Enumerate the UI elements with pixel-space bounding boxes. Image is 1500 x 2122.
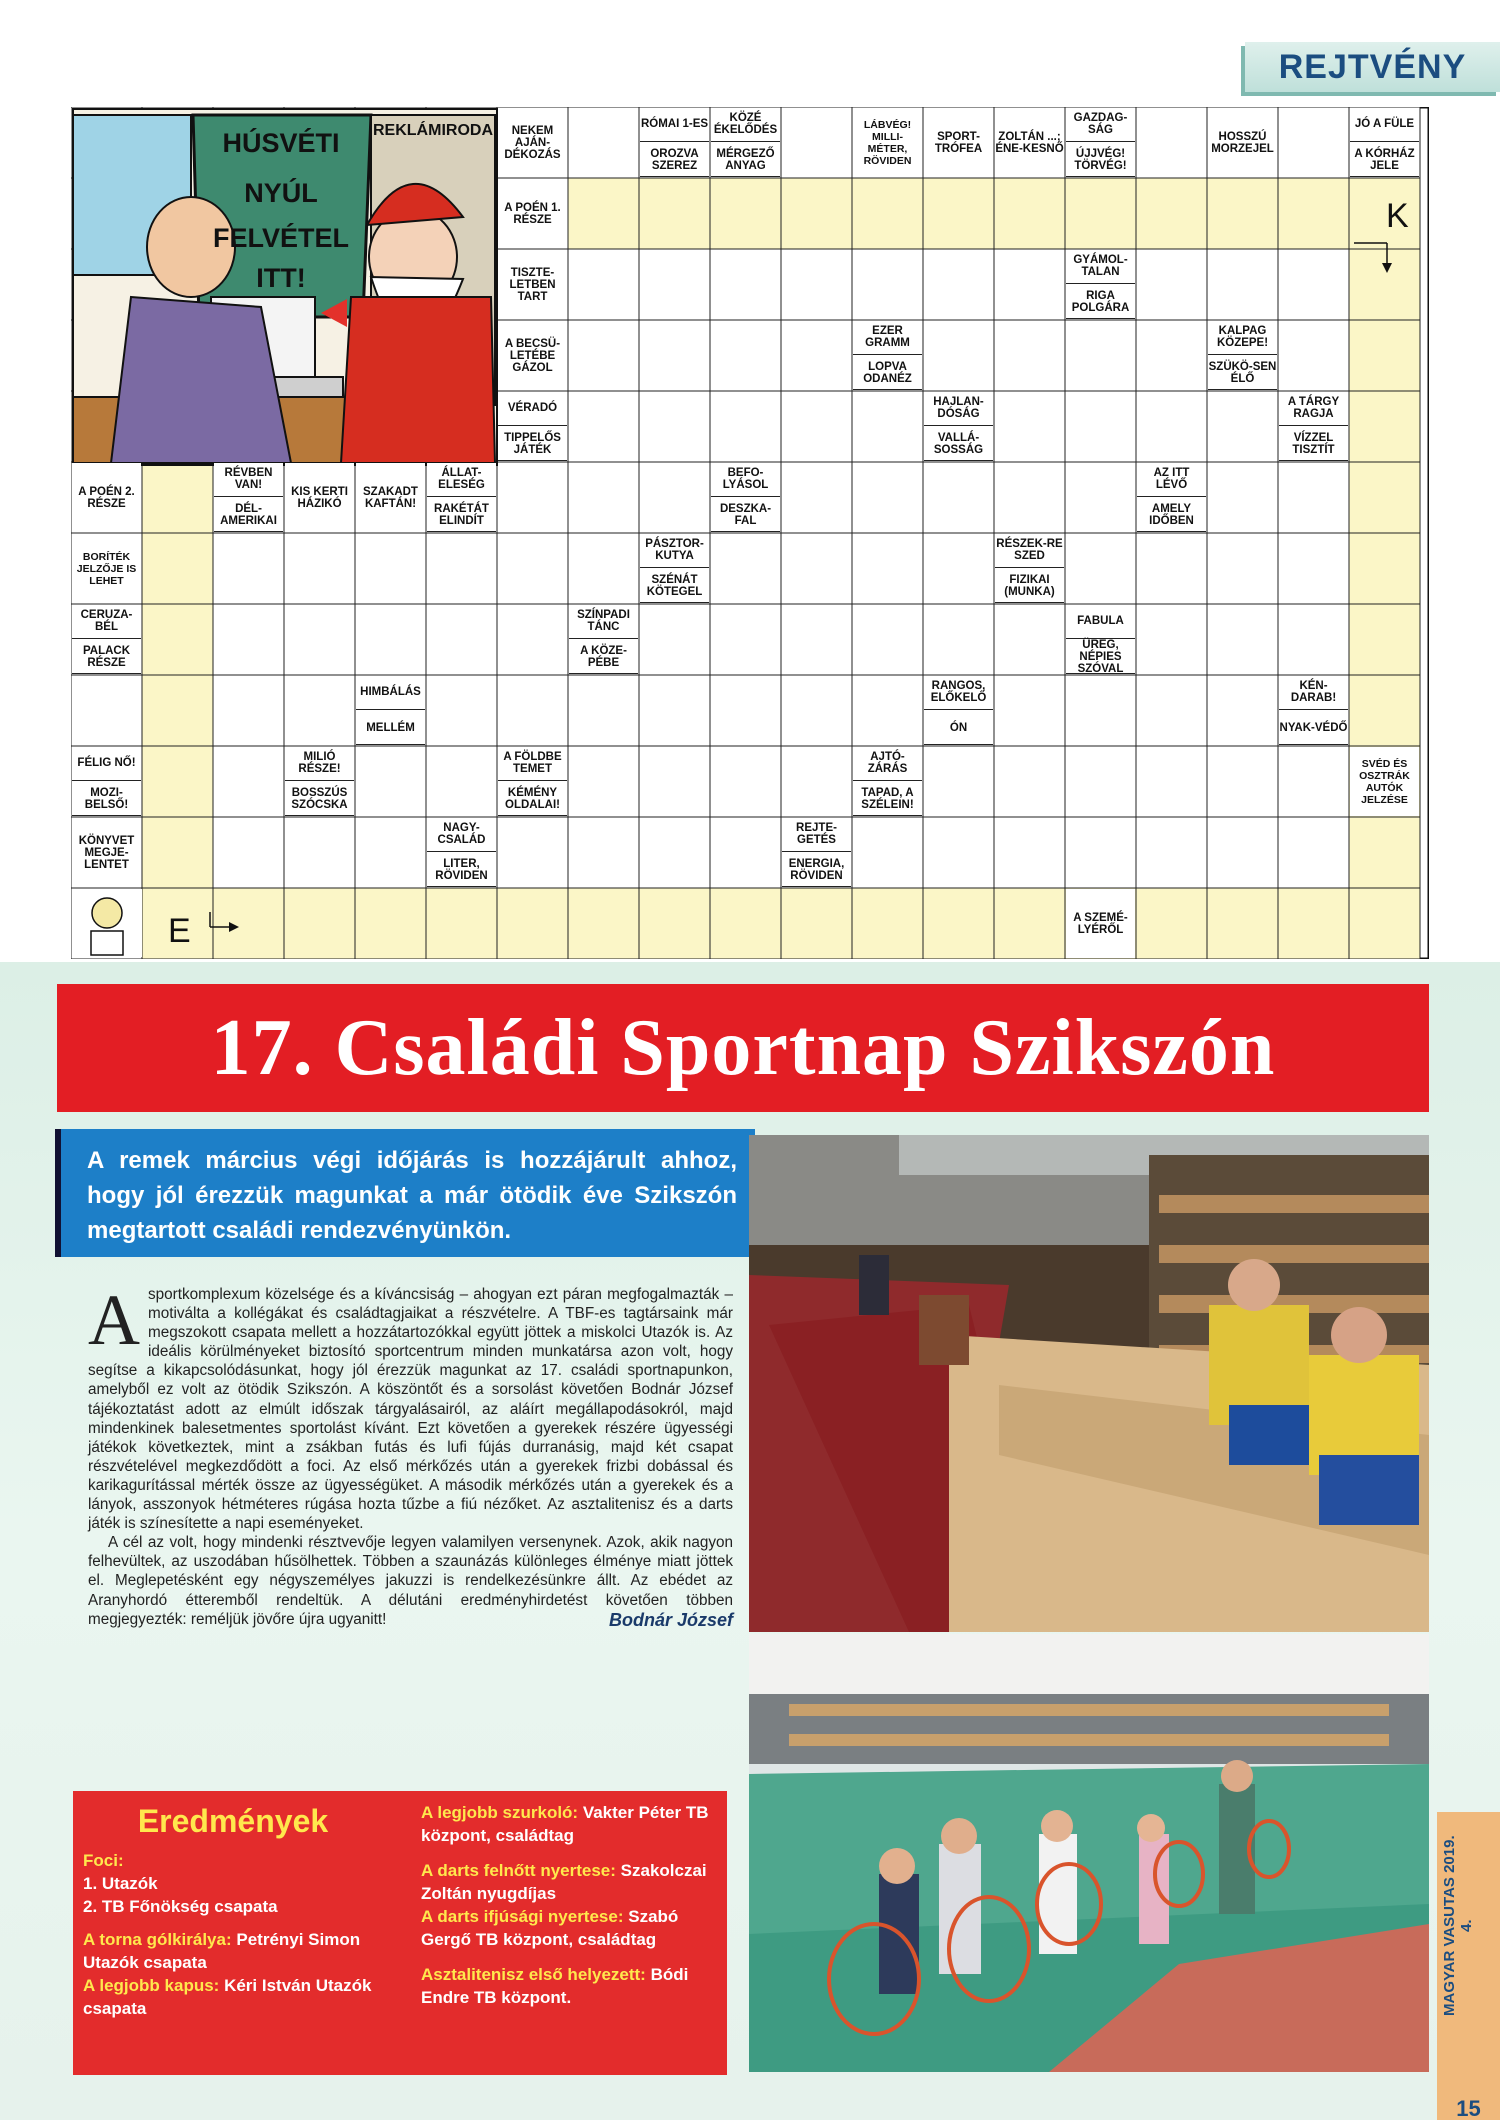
crossword-cell [639,320,710,391]
crossword-cell [568,817,639,888]
crossword-cell [852,391,923,462]
crossword-clue: MELLÉM [356,712,425,746]
crossword-cell [142,533,213,604]
crossword-cell [1136,888,1207,959]
crossword-grid [71,107,1429,959]
photo-spectators [749,1135,1429,1632]
crossword-cell [1065,178,1136,249]
crossword-cell [1349,604,1420,675]
crossword-cell [213,533,284,604]
crossword-cell [781,391,852,462]
crossword-cell [923,533,994,604]
crossword-cell [781,533,852,604]
crossword-cell [142,675,213,746]
crossword-clue: NAGY-CSALÁD [427,818,496,852]
crossword-cell [1278,107,1349,178]
crossword-cell [284,533,355,604]
crossword-cell [1278,533,1349,604]
crossword-cell [568,462,639,533]
crossword-clue: AMELY IDŐBEN [1137,499,1206,533]
crossword-clue: EZER GRAMM [853,321,922,355]
crossword-cell [1065,462,1136,533]
crossword-cell [284,817,355,888]
crossword-clue: RÉVBEN VAN! [214,463,283,497]
crossword-clue: SZAKADT KAFTÁN! [356,463,425,532]
crossword-clue: JÓ A FÜLE [1350,108,1419,142]
crossword-cell [1207,462,1278,533]
crossword-cell [923,178,994,249]
crossword-cell [497,888,568,959]
cartoon-illustration [73,109,497,465]
results-szurkolo-label: A legjobb szurkoló: [421,1803,579,1822]
crossword-cell [213,604,284,675]
crossword-clue: TAPAD, A SZÉLEIN! [853,783,922,817]
crossword-clue: MÉRGEZŐ ANYAG [711,144,780,178]
crossword-cell [994,746,1065,817]
crossword-cell [1207,604,1278,675]
crossword-cell [781,675,852,746]
crossword-cell [213,675,284,746]
crossword-cell [639,746,710,817]
crossword-clue: VÉRADÓ [498,392,567,426]
crossword-clue: A KÓRHÁZ JELE [1350,144,1419,178]
svg-text:ITT!: ITT! [256,263,306,293]
crossword-clue: GYÁMOL-TALAN [1066,250,1135,284]
crossword-cell [1065,675,1136,746]
crossword-cell [1349,675,1420,746]
magazine-side-label: MAGYAR VASUTAS 2019. 4. [1441,1835,1475,2017]
crossword-cell [639,462,710,533]
crossword-clue: SZÉNÁT KÖTEGEL [640,570,709,604]
photo-children-hoops [749,1634,1429,2072]
crossword-cell [1207,178,1278,249]
crossword-cell [1278,462,1349,533]
crossword-cell [639,249,710,320]
crossword-cell [994,178,1065,249]
crossword-clue: BORÍTÉK JELZŐJE IS LEHET [72,534,141,603]
crossword-cell [355,746,426,817]
crossword-clue: A KÖZE-PÉBE [569,641,638,675]
crossword-cell [994,462,1065,533]
artist-logo [73,889,142,957]
crossword-cell [568,320,639,391]
crossword-cell [639,675,710,746]
crossword-clue: A TÁRGY RAGJA [1279,392,1348,426]
crossword-cell [781,320,852,391]
crossword-cell [426,675,497,746]
page-number: 15 [1456,2096,1481,2121]
crossword-cell [994,604,1065,675]
crossword-cell [1065,817,1136,888]
results-szurkolo: Vakter Péter TB központ, családtag [421,1803,709,1845]
crossword-cell [639,817,710,888]
crossword-cell [1136,746,1207,817]
crossword-clue: SVÉD ÉS OSZTRÁK AUTÓK JELZÉSE [1350,747,1419,816]
crossword-cell [568,107,639,178]
crossword-clue: SZÜKÖ-SEN ÉLŐ [1208,357,1277,391]
crossword-cell [1136,320,1207,391]
crossword-cell [355,533,426,604]
results-title: Eredmények [137,1803,329,1839]
results-golkiraly: Petrényi Simon Utazók csapata [83,1930,361,1972]
crossword-cell [1278,249,1349,320]
crossword-clue: HAJLAN-DÓSÁG [924,392,993,426]
crossword-cell [852,675,923,746]
crossword-clue: SZÍNPADI TÁNC [569,605,638,639]
crossword-cell [568,675,639,746]
crossword-cell [213,746,284,817]
crossword-clue: GAZDAG-SÁG [1066,108,1135,142]
crossword-clue: FABULA [1066,605,1135,639]
crossword-cell [781,888,852,959]
crossword-cell [1065,746,1136,817]
crossword-clue: OROZVA SZEREZ [640,144,709,178]
crossword-cell [568,178,639,249]
crossword-cell [1349,462,1420,533]
crossword-clue: RAKÉTÁT ELINDÍT [427,499,496,533]
crossword-cell [1207,746,1278,817]
crossword-cell [142,462,213,533]
crossword-clue: AJTÓ-ZÁRÁS [853,747,922,781]
crossword-cell [994,675,1065,746]
crossword-cell [568,533,639,604]
results-kapus-label: A legjobb kapus: [83,1976,220,1995]
crossword-cell [994,888,1065,959]
crossword-cell [1349,391,1420,462]
crossword-cell [1207,817,1278,888]
crossword-clue: MOZI-BELSŐ! [72,783,141,817]
crossword-cell [497,817,568,888]
crossword-clue: HIMBÁLÁS [356,676,425,710]
crossword-cell [710,888,781,959]
crossword-cell [852,249,923,320]
results-foci-label: Foci: [83,1851,124,1870]
crossword-cell [1278,178,1349,249]
crossword-cell [1136,604,1207,675]
crossword-clue: AZ ITT LÉVŐ [1137,463,1206,497]
crossword-cell [852,817,923,888]
crossword-clue: BEFO-LYÁSOL [711,463,780,497]
crossword-cell [497,533,568,604]
results-foci-1: 1. Utazók [83,1874,158,1893]
crossword-clue: RANGOS, ELŐKELŐ [924,676,993,710]
crossword-cell [355,817,426,888]
crossword-cell [1136,391,1207,462]
crossword-cell [497,462,568,533]
crossword-cell [852,888,923,959]
crossword-cell [355,604,426,675]
crossword-clue: NEKEM AJÁN-DÉKOZÁS [498,108,567,177]
crossword-cell [1349,178,1420,249]
crossword-clue: RÓMAI 1-ES [640,108,709,142]
crossword-clue: KÉN-DARAB! [1279,676,1348,710]
crossword-cell [781,746,852,817]
crossword-cell [284,604,355,675]
crossword-clue: DESZKA-FAL [711,499,780,533]
crossword-cell [923,888,994,959]
crossword-cell [142,746,213,817]
crossword-cell [1349,320,1420,391]
crossword-clue: VÍZZEL TISZTÍT [1279,428,1348,462]
crossword-clue: SPORT-TRÓFEA [924,108,993,177]
crossword-cell [1136,817,1207,888]
results-darts-youth: Szabó Gergő TB központ, családtag [421,1907,679,1949]
crossword-cell [1136,675,1207,746]
crossword-clue: ÓN [924,712,993,746]
crossword-cell [1207,533,1278,604]
crossword-clue: TIPPELŐS JÁTÉK [498,428,567,462]
crossword-cell [1278,320,1349,391]
crossword-cell [639,604,710,675]
crossword-clue: ZOLTÁN ...; ÉNE-KESNŐ [995,108,1064,177]
crossword-cell [852,604,923,675]
crossword-cell [852,533,923,604]
crossword-cell [781,178,852,249]
article-body [88,1280,733,1631]
crossword-cell [710,817,781,888]
crossword-cell [1207,888,1278,959]
drop-cap: A [88,1280,140,1360]
crossword-clue: ÚJJVÉG! TÖRVÉG! [1066,144,1135,178]
crossword-cell [1349,249,1420,320]
crossword-clue: RÉSZEK-RE SZED [995,534,1064,568]
crossword-clue: A BECSÜ-LETÉBE GÁZOL [498,321,567,390]
article-paragraph-1: sportkomplexum közelsége és a kíváncsiság – ahogyan ezt páran megfogalmazták – motiválta a kollégákat és családtagjaikat a részvételre. A TBF-es tagtársaink már megszokott csapata mellett a hozzátartozókkal együtt jöttek a miskolci Utazók is. Az ideális körülményeket biztosító sportcentrum minden munkatársa azon volt, hogy segítse a kikapcsolódásunkat, hogy jól érezzük magunkat az 17. családi sportnapunkon, amelyből ez volt az ötödik Szikszón. A köszöntőt és a sorsolást követően Bodnár József tájékoztatást adott az elmúlt időszak tárgyalásairól, az aláírt megállapodásokról, majd mindenkinek balesetmentes sportolást kívánt. Ezt követően a gyerekek részére ügyességi játékok következtek, mint a zsákban futás és lufi fújás durranásig, majd két csapat részvételével megkezdődött a foci. Az első mérkőzés után a gyerekek frizbi dobással és karikagurítással mérték össze az ügyességüket. A második mérkőzés után a gyerekek és a lányok, asszonyok hétméteres rúgása hozta tűzbe a fiú nézőket. Az asztalitenisz és a darts játék is színesítette a napi eseményeket. [88,1286,733,1533]
crossword-cell [781,604,852,675]
crossword-cell [923,462,994,533]
crossword-clue: HOSSZÚ MORZEJEL [1208,108,1277,177]
results-darts-adult: Szakolczai Zoltán nyugdíjas [421,1861,707,1903]
results-box [73,1791,727,2075]
crossword-cell [994,320,1065,391]
crossword-cell [923,320,994,391]
crossword-cell [710,249,781,320]
article-title: 17. Családi Sportnap Szikszón [210,1004,1276,1092]
letter-e: E [168,912,191,950]
results-table-tennis-label: Asztalitenisz első helyezett: [421,1965,646,1984]
crossword-clue: DÉL-AMERIKAI [214,499,283,533]
crossword-clue: REJTE-GETÉS [782,818,851,852]
crossword-cell [710,391,781,462]
crossword-cell [994,391,1065,462]
crossword-clue: KÖNYVET MEGJE-LENTET [72,818,141,887]
crossword-cell [142,604,213,675]
article-paragraph-2: A cél az volt, hogy mindenki résztvevője legyen valamilyen versenynek. Azok, akik nagyon felhevültek, az uszodában hűsölhettek. Többen a szaunázás különleges élménye miatt jöttek el. Meglepetésként egy négyszemélyes jakuzzi is rendelkezésünkre állt. Az ebédet az Aranyhordó étteremből rendeltük. A délutáni eredményhirdetést követően többen megjegyezték: reméljük jövőre újra ugyanitt! [88,1534,733,1628]
crossword-clue: ÁLLAT-ELESÉG [427,463,496,497]
crossword-cell [568,888,639,959]
section-tag: REJTVÉNY [1245,42,1500,92]
crossword-cell [568,746,639,817]
crossword-cell [71,675,142,746]
crossword-cell [710,604,781,675]
crossword-cell [994,817,1065,888]
crossword-cell [994,249,1065,320]
crossword-cell [852,462,923,533]
crossword-cell [426,888,497,959]
crossword-cell [923,746,994,817]
crossword-clue: A FÖLDBE TEMET [498,747,567,781]
crossword-cell [710,533,781,604]
crossword-cell [1278,604,1349,675]
crossword-cell [426,533,497,604]
crossword-cell [1136,533,1207,604]
crossword-cell [923,817,994,888]
results-golkiraly-label: A torna gólkirálya: [83,1930,232,1949]
crossword-clue: A POÉN 2. RÉSZE [72,463,141,532]
results-darts-adult-label: A darts felnőtt nyertese: [421,1861,616,1880]
crossword-cell [1207,391,1278,462]
crossword-cell [1349,888,1420,959]
results-darts-youth-label: A darts ifjúsági nyertese: [421,1907,624,1926]
crossword-clue: VALLÁ-SOSSÁG [924,428,993,462]
crossword-clue: PÁSZTOR-KUTYA [640,534,709,568]
crossword-cell [781,249,852,320]
crossword-cell [710,746,781,817]
crossword-cell [1065,320,1136,391]
results-foci-2: 2. TB Főnökség csapata [83,1897,278,1916]
crossword-cell [781,462,852,533]
crossword-clue: CERUZA-BÉL [72,605,141,639]
article-lead: A remek március végi időjárás is hozzájárult ahhoz, hogy jól érezzük magunkat a már ötödik éve Szikszón megtartott családi rendezvényünkön. [55,1129,755,1257]
crossword-clue: FIZIKAI (MUNKA) [995,570,1064,604]
crossword-cell [497,675,568,746]
crossword-clue: KALPAG KÖZEPE! [1208,321,1277,355]
crossword-cell [355,888,426,959]
crossword-clue: KÖZÉ ÉKELŐDÉS [711,108,780,142]
crossword-cell [426,746,497,817]
crossword-cell [923,604,994,675]
crossword-cell [1207,675,1278,746]
crossword-cell [639,178,710,249]
crossword-cell [639,391,710,462]
crossword-cell [710,178,781,249]
svg-text:REKLÁMIRODA: REKLÁMIRODA [373,122,493,139]
results-kapus: Kéri István Utazók csapata [83,1976,372,2018]
crossword-clue: A SZEMÉ-LYÉRŐL [1066,889,1135,958]
crossword-cell [284,675,355,746]
crossword-cell [213,817,284,888]
svg-text:FELVÉTEL: FELVÉTEL [212,223,350,253]
crossword-cell [142,817,213,888]
crossword-cell [1278,888,1349,959]
crossword-cell [1207,249,1278,320]
crossword-clue: BOSSZÚS SZÓCSKA [285,783,354,817]
article-banner [57,984,1429,1112]
crossword-clue: KÉMÉNY OLDALAI! [498,783,567,817]
crossword-clue: LÁBVÉG! MILLI-MÉTER, RÖVIDEN [853,108,922,177]
author-signature: Bodnár József [608,1609,733,1630]
crossword-clue: A POÉN 1. RÉSZE [498,179,567,248]
crossword-cell [781,107,852,178]
crossword-clue: FÉLIG NŐ! [72,747,141,781]
svg-text:HÚSVÉTI: HÚSVÉTI [222,128,340,158]
crossword-clue: LOPVA ODANÉZ [853,357,922,391]
crossword-cell [1278,746,1349,817]
crossword-cell [710,675,781,746]
crossword-clue: TISZTE-LETBEN TART [498,250,567,319]
crossword-cell [1349,533,1420,604]
crossword-cell [852,178,923,249]
crossword-cell [568,391,639,462]
crossword-cell [284,888,355,959]
crossword-clue: LITER, RÖVIDEN [427,854,496,888]
letter-k: K [1386,197,1409,235]
results-table-tennis: Bódi Endre TB központ. [421,1965,689,2007]
crossword-cell [1136,178,1207,249]
crossword-cell [639,888,710,959]
crossword-clue: PALACK RÉSZE [72,641,141,675]
crossword-cell [710,320,781,391]
crossword-cell [1136,249,1207,320]
crossword-clue: RIGA POLGÁRA [1066,286,1135,320]
crossword-clue: ENERGIA, RÖVIDEN [782,854,851,888]
crossword-cell [1065,533,1136,604]
crossword-cell [1278,817,1349,888]
crossword-cell [568,249,639,320]
crossword-cell [497,604,568,675]
crossword-cell [1136,107,1207,178]
crossword-clue: NYAK-VÉDŐ [1279,712,1348,746]
crossword-clue: ÜREG, NÉPIES SZÓVAL [1066,641,1135,675]
crossword-cell [1349,817,1420,888]
crossword-cell [426,604,497,675]
crossword-clue: KIS KERTI HÁZIKÓ [285,463,354,532]
crossword-cell [923,249,994,320]
crossword-cell [1065,391,1136,462]
crossword-clue: MILIÓ RÉSZE! [285,747,354,781]
crossword-cell [213,888,284,959]
svg-text:NYÚL: NYÚL [244,178,318,208]
